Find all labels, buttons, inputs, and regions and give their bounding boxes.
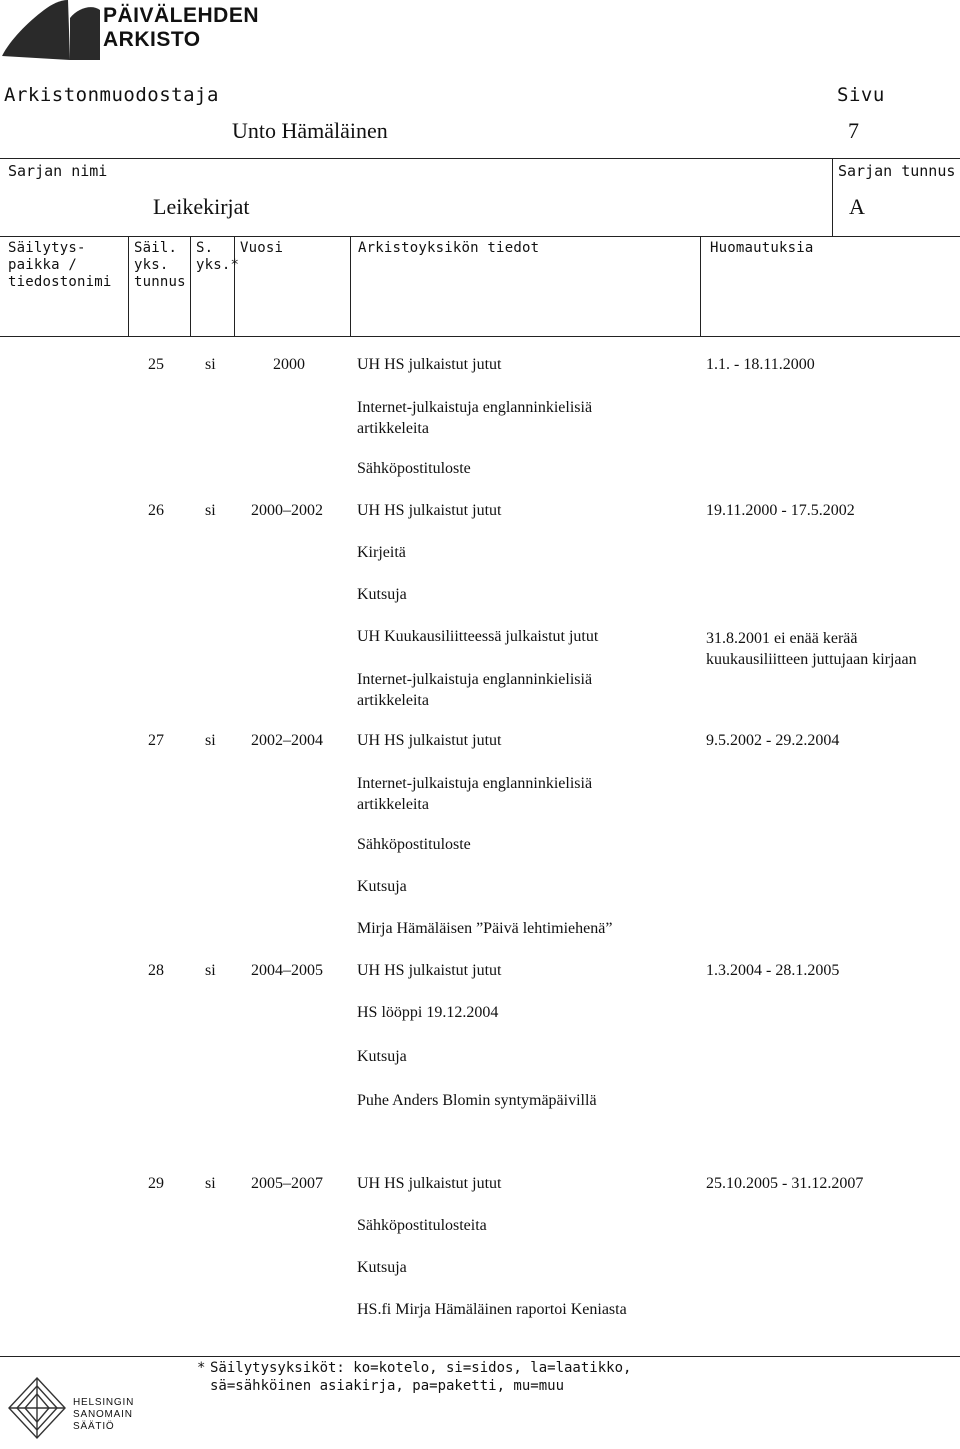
series-name-value: Leikekirjat: [153, 194, 250, 219]
footer-divider: [0, 1356, 960, 1357]
detail-item: Sähköpostitulosteita: [357, 1217, 487, 1234]
column-header-bottom-line: [0, 336, 960, 337]
detail-item: Kirjeitä: [357, 544, 406, 561]
detail-item: Internet-julkaistuja englanninkielisiä artikkeleita: [357, 671, 593, 709]
footnote-line-2: sä=sähköinen asiakirja, pa=paketti, mu=muu: [210, 1378, 565, 1394]
unit-type: si: [205, 962, 216, 979]
unit-type: si: [205, 1175, 216, 1192]
series-id-label: Sarjan tunnus: [838, 162, 956, 180]
detail-item: Internet-julkaistuja englanninkielisiä artikkeleita: [357, 775, 593, 813]
page-label: Sivu: [837, 84, 885, 106]
detail-item: Internet-julkaistuja englanninkielisiä artikkeleita: [357, 399, 593, 437]
detail-item: UH HS julkaistut jutut: [357, 732, 502, 749]
detail-item: Kutsuja: [357, 586, 407, 603]
header-divider: [0, 158, 960, 159]
unit-year: 2005–2007: [251, 1175, 323, 1192]
col-location: Säilytys- paikka / tiedostonimi: [8, 240, 112, 290]
note-item: 25.10.2005 - 31.12.2007: [706, 1175, 864, 1192]
note-item: 31.8.2001 ei enää kerää kuukausiliitteen juttujaan kirjaan: [706, 630, 917, 668]
col-details: Arkistoyksikön tiedot: [358, 240, 540, 256]
arkisto-emblem-icon: [0, 0, 100, 60]
series-name-label: Sarjan nimi: [8, 162, 108, 180]
detail-item: UH HS julkaistut jutut: [357, 962, 502, 979]
unit-year: 2000: [273, 356, 305, 373]
footnote-line-1: Säilytysyksiköt: ko=kotelo, si=sidos, la=laatikko,: [210, 1360, 632, 1376]
note-item: 9.5.2002 - 29.2.2004: [706, 732, 840, 749]
column-header-top-line: [0, 236, 960, 237]
col-sep-4: [350, 236, 351, 336]
unit-id: 25: [148, 356, 164, 373]
archive-former-value: Unto Hämäläinen: [232, 118, 388, 143]
note-item: 1.3.2004 - 28.1.2005: [706, 962, 840, 979]
col-sep-1: [128, 236, 129, 336]
unit-year: 2004–2005: [251, 962, 323, 979]
detail-item: Kutsuja: [357, 1048, 407, 1065]
page-number: 7: [848, 118, 859, 143]
col-sep-2: [190, 236, 191, 336]
detail-item: Kutsuja: [357, 1259, 407, 1276]
col-unit-id: Säil. yks. tunnus: [134, 240, 186, 290]
col-unit-type: S. yks.*: [196, 240, 240, 273]
col-sep-5: [700, 236, 701, 336]
unit-type: si: [205, 732, 216, 749]
detail-item: UH HS julkaistut jutut: [357, 1175, 502, 1192]
detail-item: HS lööppi 19.12.2004: [357, 1004, 499, 1021]
detail-item: Mirja Hämäläisen ”Päivä lehtimiehenä”: [357, 920, 613, 937]
detail-item: UH HS julkaistut jutut: [357, 356, 502, 373]
unit-id: 28: [148, 962, 164, 979]
detail-item: Sähköpostituloste: [357, 836, 471, 853]
detail-item: Sähköpostituloste: [357, 460, 471, 477]
logo-line-1: PÄIVÄLEHDEN: [103, 4, 260, 27]
foundation-name-line-2: SANOMAIN: [73, 1409, 133, 1420]
detail-item: UH Kuukausiliitteessä julkaistut jutut: [357, 628, 599, 645]
detail-item: Kutsuja: [357, 878, 407, 895]
foundation-emblem-icon: [5, 1374, 69, 1442]
col-notes: Huomautuksia: [710, 240, 814, 256]
footnote-star: *: [197, 1360, 206, 1376]
unit-year: 2000–2002: [251, 502, 323, 519]
series-divider: [832, 158, 833, 236]
note-item: 19.11.2000 - 17.5.2002: [706, 502, 855, 519]
unit-year: 2002–2004: [251, 732, 323, 749]
detail-item: Puhe Anders Blomin syntymäpäivillä: [357, 1092, 597, 1109]
archive-former-label: Arkistonmuodostaja: [4, 84, 219, 106]
note-item: 1.1. - 18.11.2000: [706, 356, 815, 373]
detail-item: HS.fi Mirja Hämäläinen raportoi Keniasta: [357, 1301, 627, 1318]
col-year: Vuosi: [240, 240, 284, 256]
series-id-value: A: [849, 194, 865, 219]
logo-line-2: ARKISTO: [103, 28, 201, 51]
unit-id: 27: [148, 732, 164, 749]
unit-type: si: [205, 502, 216, 519]
detail-item: UH HS julkaistut jutut: [357, 502, 502, 519]
unit-id: 29: [148, 1175, 164, 1192]
unit-type: si: [205, 356, 216, 373]
unit-id: 26: [148, 502, 164, 519]
foundation-name-line-3: SÄÄTIÖ: [73, 1421, 115, 1432]
foundation-name-line-1: HELSINGIN: [73, 1397, 135, 1408]
